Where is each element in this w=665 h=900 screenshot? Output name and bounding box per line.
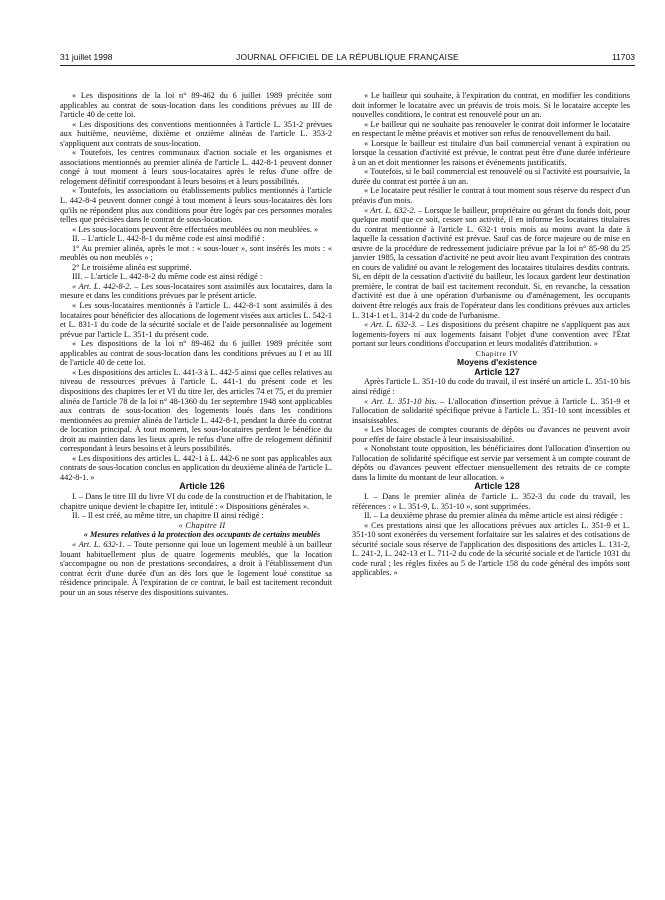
paragraph — [352, 206, 630, 321]
paragraph-text: – Lorsque le bailleur, propriétaire ou gérant du fonds doit, pour quelque motif que ce soit, cesser son activité, il en informe les locataires titulaires du contrat mentionné à l'article L. 632-1 trois mois au moins avant la date à laquelle la cessation d'activité est prévue. Sauf cas de force majeure ou de mise en œuvre de la procédure de redressement judiciaire prévue par la loi n° 85-98 du 25 janvier 1985, la cessation d'activité ne peut avoir lieu avant l'expiration des contrats en cours de validité ou avant le relogement des locataires titulaires desdits contrats. Si, en dépit de la cessation d'activité du bailleur, les locaux gardent leur destination première, le contrat de bail est tacitement reconduit. Si, en revanche, la cessation d'activité est due à une opération d'urbanisme ou d'aménagement, les occupants doivent être relogés aux frais de l'opérateur dans les conditions prévues aux articles L. 314-1 et L. 314-2 du code de l'urbanisme. — [352, 205, 630, 320]
paragraph-text: – L'allocation d'insertion prévue à l'article L. 351-9 et l'allocation de solidarité spécifique prévue à l'article L. 351-10 sont incessibles et insaisissables. — [352, 396, 630, 425]
chapter-heading: « Chapitre II — [178, 520, 226, 530]
chapter-title: « Mesures relatives à la protection des occupants de certains meublés — [83, 530, 321, 540]
paragraph: « Les dispositions des conventions mentionnées à l'article L. 351-2 prévues aux huitième, neuvième, dixième et onzième alinéas de l'article L. 353-2 s'appliquent aux contrats de sous-location. — [60, 119, 332, 148]
right-column — [352, 91, 630, 578]
paragraph-text: – Les sous-locataires sont assimilés aux locataires, dans la mesure et dans les conditions prévues par le présent article. — [60, 281, 332, 301]
article-reference: « Art. L. 442-8-2. — [72, 281, 132, 291]
paragraph: II. – La deuxième phrase du premier alinéa du même article est ainsi rédigée : — [364, 511, 623, 521]
paragraph: « Le locataire peut résilier le contrat à tout moment sous réserve du respect d'un préavis d'un mois. — [352, 186, 630, 206]
paragraph-text: – Les dispositions du présent chapitre ne s'appliquent pas aux logements-foyers ni aux logements faisant l'objet d'une convention avec l'État portant sur leurs conditions d'occupation et leurs modalités d'attribution. » — [352, 320, 630, 349]
page-header — [60, 50, 635, 66]
paragraph: « Ces prestations ainsi que les allocations prévues aux articles L. 351-9 et L. 351-10 sont exonérées du versement forfaitaire sur les salaires et des cotisations de sécurité sociale sous réserve de l'application des dispositions des articles L. 131-2, L. 241-2, L. 242-13 et L. 711-2 du code de la sécurité sociale et de l'article 1031 du code rural ; les règles fixées au 5 de l'article 158 du code général des impôts sont applicables. » — [352, 520, 630, 578]
article-heading: Article 128 — [474, 481, 520, 492]
paragraph: « Les sous-locations peuvent être effectuées meublées ou non meublées. » — [72, 224, 319, 234]
paragraph: « Toutefois, les centres communaux d'action sociale et les organismes et associations mentionnés au premier alinéa de l'article L. 442-8-1 peuvent donner congé à tout moment à leurs sous-locataires après le refus d'une offre de relogement définitif correspondant à leurs besoins et à leurs possibilités. — [60, 148, 332, 186]
left-column — [60, 91, 332, 597]
article-reference: « Art. L. 632-2. — [364, 205, 416, 215]
header-page-number: 11703 — [611, 52, 635, 62]
article-heading: Article 126 — [179, 481, 225, 492]
article-reference: « Art. L. 632-1. — [72, 540, 125, 550]
paragraph: Après l'article L. 351-10 du code du travail, il est inséré un article L. 351-10 bis ainsi rédigé : — [352, 377, 630, 396]
paragraph: « Toutefois, si le bail commercial est renouvelé ou si l'activité est poursuivie, la durée du contrat est portée à un an. — [352, 167, 630, 186]
paragraph: II. – Il est créé, au même titre, un chapitre II ainsi rédigé : — [72, 511, 264, 521]
header-rule — [60, 65, 635, 66]
paragraph — [60, 282, 332, 301]
header-date: 31 juillet 1998 — [60, 52, 113, 62]
paragraph — [352, 397, 630, 426]
paragraph: I. – Dans le titre III du livre VI du code de la construction et de l'habitation, le chapitre unique devient le chapitre Ier, intitulé : « Dispositions générales ». — [60, 491, 332, 511]
chapter-heading: Chapitre IV — [475, 348, 519, 358]
article-reference: « Art. L. 351-10 bis. — [364, 396, 437, 406]
chapter-title: Moyens d'existence — [457, 357, 537, 368]
paragraph: I. – Dans le premier alinéa de l'article L. 352-3 du code du travail, les références : « L. 351-9, L. 351-10 », sont supprimées. — [352, 491, 630, 511]
paragraph: « Les dispositions des articles L. 441-3 à L. 442-5 ainsi que celles relatives au niveau de ressources prévues à l'article L. 441-1 du présent code et les dispositions des chapitres Ier et VI du titre Ier, des articles 74 et 75, et du premier alinéa de l'article 78 de la loi n° 48-1360 du 1er septembre 1948 sont applicables aux contrats de sous-location des logements loués dans les conditions mentionnées au premier alinéa de l'article L. 442-8-1, pendant la durée du contrat de location principal. À tout moment, les sous-locataires perdent le bénéfice du droit au maintien dans les lieux après le refus d'une offre de relogement définitif correspondant à leurs besoins et à leurs possibilités. — [60, 367, 332, 454]
paragraph: « Les blocages de comptes courants de dépôts ou d'avances ne peuvent avoir pour effet de faire obstacle à leur insaisissabilité. — [352, 425, 630, 444]
paragraph — [60, 540, 332, 597]
paragraph: « Lorsque le bailleur est titulaire d'un bail commercial venant à expiration ou lorsque la cessation d'activité est prévue, le contrat peut être d'une durée inférieure à un an et doit mentionner les raisons et événements justificatifs. — [352, 138, 630, 167]
paragraph: « Le bailleur qui ne souhaite pas renouveler le contrat doit informer le locataire en respectant le même préavis et motiver son refus de renouvellement du bail. — [352, 119, 630, 139]
paragraph: « Nonobstant toute opposition, les bénéficiaires dont l'allocation d'insertion ou l'allocation de solidarité spécifique est servie par versement à un compte courant de dépôts ou d'avances peuvent effectuer mensuellement des retraits de ce compte dans la limite du montant de leur allocation. » — [352, 444, 630, 482]
paragraph: « Le bailleur qui souhaite, à l'expiration du contrat, en modifier les conditions doit informer le locataire avec un préavis de trois mois. Si le locataire accepte les nouvelles conditions, le contrat est renouvelé pour un an. — [352, 91, 630, 120]
paragraph-text: – Toute personne qui loue un logement meublé à un bailleur louant habituellement plus de quatre logements meublés, que la location s'accompagne ou non de prestations secondaires, a droit à l'établissement d'un contrat écrit d'une durée d'un an dès lors que le logement loué constitue sa résidence principale. À l'expiration de ce contrat, le bail est tacitement reconduit pour un an sous réserve des dispositions suivantes. — [60, 540, 332, 597]
article-heading: Article 127 — [474, 366, 520, 377]
paragraph — [352, 320, 630, 349]
paragraph: III. – L'article L. 442-8-2 du même code est ainsi rédigé : — [72, 272, 263, 282]
header-journal-title: JOURNAL OFFICIEL DE LA RÉPUBLIQUE FRANÇAISE — [236, 52, 459, 62]
paragraph: « Les dispositions de la loi n° 89-462 du 6 juillet 1989 précitée sont applicables au contrat de sous-location dans les conditions prévues au I et au III de l'article 40 de cette loi. — [60, 339, 332, 368]
paragraph: « Les dispositions de la loi n° 89-462 du 6 juillet 1989 précitée sont applicables au contrat de sous-location dans les conditions prévues au III de l'article 40 de cette loi. — [60, 91, 332, 120]
paragraph: 1° Au premier alinéa, après le mot : « sous-louer », sont insérés les mots : « meublés ou non meublés » ; — [60, 243, 332, 263]
article-reference: « Art. L. 632-3. — [364, 320, 418, 330]
paragraph: « Les sous-locataires mentionnés à l'article L. 442-8-1 sont assimilés à des locataires pour bénéficier des allocations de logement visées aux articles L. 542-1 et L. 831-1 du code de la sécurité sociale et de l'aide personnalisée au logement prévue par l'article L. 351-1 du présent code. — [60, 301, 332, 339]
paragraph: II. – L'article L. 442-8-1 du même code est ainsi modifié : — [72, 234, 265, 244]
paragraph: 2° Le troisième alinéa est supprimé. — [72, 262, 192, 272]
paragraph: « Toutefois, les associations ou établissements publics mentionnés à l'article L. 442-8-4 peuvent donner congé à tout moment à leurs sous-locataires dès lors qu'ils ne répondent plus aux conditions pour être logés par ces personnes morales telles que précisées dans le contrat de sous-location. — [60, 186, 332, 225]
paragraph: « Les dispositions des articles L. 442-1 à L. 442-6 ne sont pas applicables aux contrats de sous-location conclus en application du deuxième alinéa de l'article L. 442-8-1. » — [60, 453, 332, 482]
